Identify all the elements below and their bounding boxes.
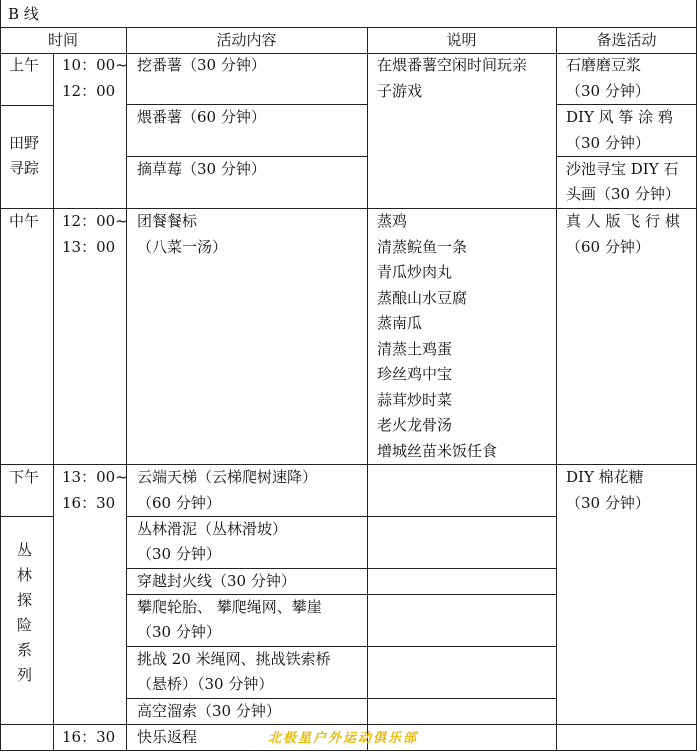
rule-col-alt bbox=[556, 27, 557, 750]
afternoon-theme-char: 系 bbox=[17, 641, 33, 659]
header-alt: 备选活动 bbox=[596, 31, 657, 49]
header-note: 说明 bbox=[446, 31, 477, 49]
morning-activity-3: 摘草莓（30 分钟） bbox=[137, 160, 266, 178]
menu-item: 蒸南瓜 bbox=[377, 314, 423, 332]
afternoon-activity-4-line2: （30 分钟） bbox=[137, 623, 221, 641]
afternoon-activity-5-line1: 挑战 20 米绳网、挑战铁索桥 bbox=[137, 650, 331, 668]
end-time: 16：30 bbox=[62, 728, 116, 746]
afternoon-theme-char: 林 bbox=[17, 566, 33, 584]
afternoon-alt-line1: DIY 棉花糖 bbox=[566, 468, 644, 486]
route-title: B 线 bbox=[8, 5, 39, 23]
morning-alt-2-line2: （30 分钟） bbox=[566, 134, 650, 152]
afternoon-activity-4-line1: 攀爬轮胎、 攀爬绳网、攀崖 bbox=[137, 598, 322, 616]
section-noon: 中午 bbox=[9, 212, 40, 230]
morning-time-end: 12：00 bbox=[62, 82, 116, 100]
morning-theme-line2: 寻踪 bbox=[9, 159, 40, 177]
rule-afternoon-label bbox=[0, 516, 53, 517]
morning-time-start: 10：00~ bbox=[62, 56, 128, 74]
afternoon-theme-char: 丛 bbox=[17, 541, 33, 559]
rule-col-time-split bbox=[53, 53, 54, 750]
morning-theme-line1: 田野 bbox=[9, 134, 40, 152]
rule-left-edge bbox=[0, 0, 1, 751]
morning-note-line2: 子游戏 bbox=[377, 82, 423, 100]
menu-item: 蒸鸡 bbox=[377, 212, 408, 230]
rule-morning-label bbox=[0, 105, 53, 106]
morning-alt-1-line1: 石磨磨豆浆 bbox=[566, 56, 642, 74]
club-watermark: 北极星户外运动俱乐部 bbox=[268, 731, 419, 746]
afternoon-activity-2-line1: 丛林滑泥（丛林滑坡） bbox=[137, 520, 288, 538]
afternoon-alt-line2: （30 分钟） bbox=[566, 494, 650, 512]
menu-item: 老火龙骨汤 bbox=[377, 416, 453, 434]
afternoon-activity-2-line2: （30 分钟） bbox=[137, 545, 221, 563]
rule-col-content bbox=[126, 27, 127, 750]
morning-alt-2-line1: DIY 风 筝 涂 鸦 bbox=[566, 108, 673, 126]
afternoon-theme-char: 险 bbox=[17, 616, 33, 634]
afternoon-time-end: 16：30 bbox=[62, 494, 116, 512]
noon-time-end: 13：00 bbox=[62, 238, 116, 256]
noon-time-start: 12：00~ bbox=[62, 212, 128, 230]
morning-alt-3-line2: 头画（30 分钟） bbox=[566, 185, 680, 203]
menu-item: 清蒸鲩鱼一条 bbox=[377, 237, 468, 256]
header-time: 时间 bbox=[47, 31, 78, 49]
noon-activity-line2: （八菜一汤） bbox=[137, 238, 228, 256]
afternoon-activity-1-line1: 云端天梯（云梯爬树速降） bbox=[137, 468, 318, 486]
end-activity: 快乐返程 bbox=[137, 728, 198, 746]
section-afternoon: 下午 bbox=[9, 468, 40, 486]
afternoon-activity-3: 穿越封火线（30 分钟） bbox=[137, 572, 296, 590]
afternoon-activity-1-line2: （60 分钟） bbox=[137, 494, 221, 512]
afternoon-theme-char: 列 bbox=[17, 666, 33, 684]
noon-alt-line1: 真 人 版 飞 行 棋 bbox=[566, 212, 680, 230]
menu-item: 珍丝鸡中宝 bbox=[377, 365, 453, 383]
afternoon-time-start: 13：00~ bbox=[62, 468, 128, 486]
noon-alt-line2: （60 分钟） bbox=[566, 238, 650, 256]
afternoon-activity-5-line2: （悬桥）（30 分钟） bbox=[137, 675, 274, 693]
morning-note-line1: 在煨番薯空闲时间玩亲 bbox=[377, 56, 528, 74]
morning-activity-1: 挖番薯（30 分钟） bbox=[137, 56, 266, 74]
menu-item: 蒸酿山水豆腐 bbox=[377, 288, 468, 307]
morning-activity-2: 煨番薯（60 分钟） bbox=[137, 108, 266, 126]
afternoon-theme-char: 探 bbox=[17, 591, 33, 609]
morning-alt-1-line2: （30 分钟） bbox=[566, 82, 650, 100]
section-morning: 上午 bbox=[9, 56, 40, 74]
noon-activity-line1: 团餐餐标 bbox=[137, 212, 198, 230]
afternoon-activity-6: 高空溜索（30 分钟） bbox=[137, 702, 281, 720]
menu-item: 增城丝苗米饭任食 bbox=[377, 441, 498, 460]
menu-item: 蒜茸炒时菜 bbox=[377, 390, 453, 409]
rule-col-note bbox=[367, 27, 368, 750]
menu-item: 清蒸土鸡蛋 bbox=[377, 339, 453, 358]
morning-alt-3-line1: 沙池寻宝 DIY 石 bbox=[566, 160, 679, 178]
header-content: 活动内容 bbox=[216, 31, 277, 49]
menu-item: 青瓜炒肉丸 bbox=[377, 263, 453, 281]
